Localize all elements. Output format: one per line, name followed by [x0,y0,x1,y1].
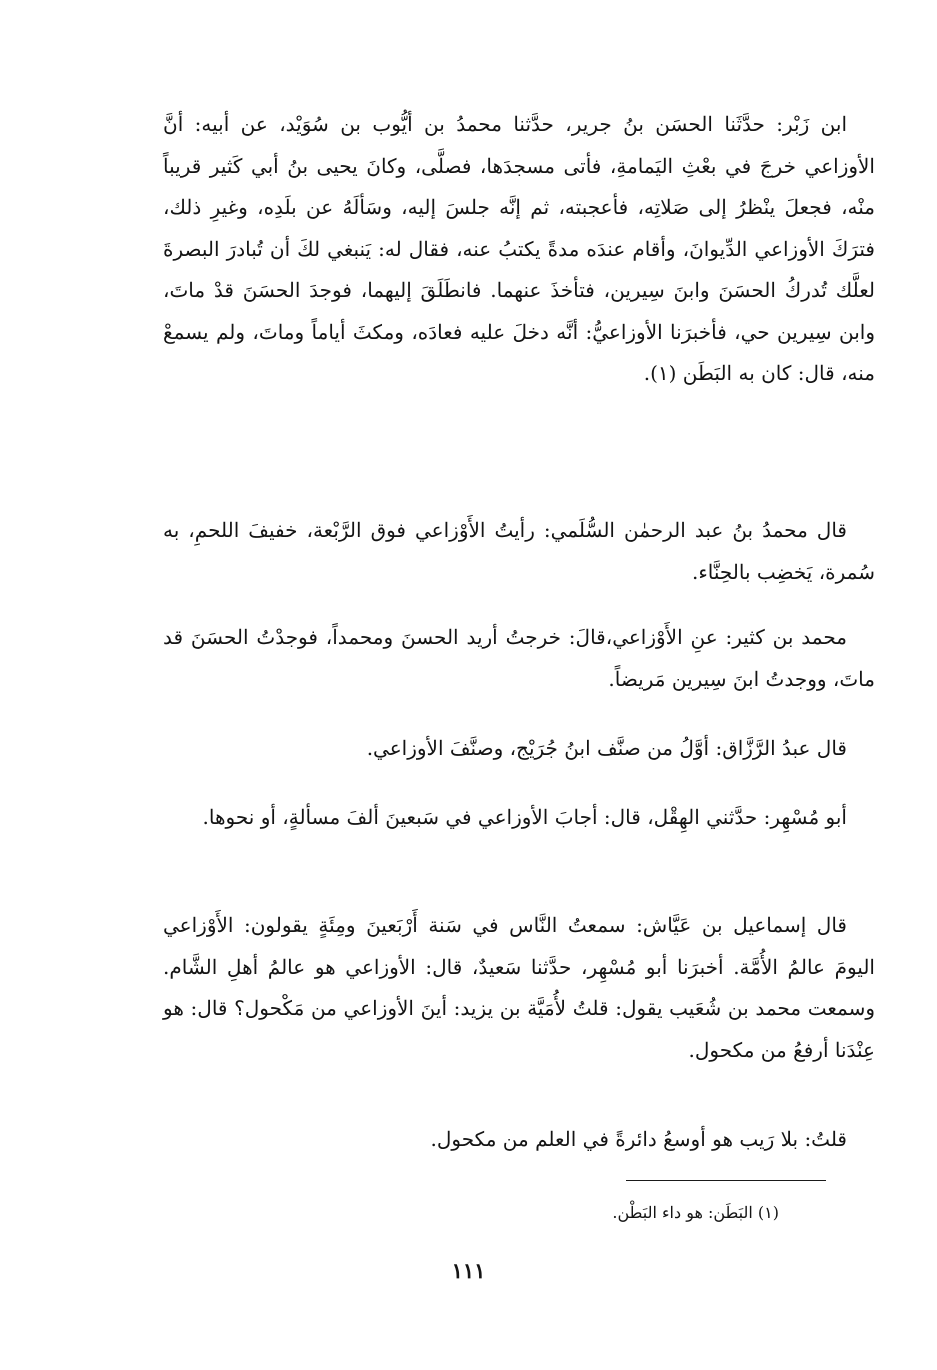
paragraph: قال عبدُ الرَّزَّاق: أوَّلُ من صنَّف ابنُ جُرَيْج، وصنَّفَ الأوزاعي. [366,736,847,760]
paragraph: قال محمدُ بنُ عبد الرحمٰن السُّلَمي: رأيتُ الأَوْزاعي فوق الرَّبْعة، خفيفَ اللحمِ، به سُمرة، يَخضِب بالحِنَّاء. [163,518,875,584]
paragraph: ابن زَبْر: حدَّثَنا الحسَن بنُ جرير، حدَّثنا محمدُ بن أيُّوب بن سُوَيْد، عن أبيه: أنَّ الأوزاعي خرجَ في بعْثِ اليَمامةِ، فأتى مسجدَها، فصلَّى، وكانَ يحيى بنُ أبي كَثير قريباً منْه، فجعلَ ينْظرُ إلى صَلاتِه، فأعجبته، ثم إنَّه جلسَ إليه، وسَألَهُ عن بلَدِه، وغيرِ ذلك، فترَكَ الأوزاعي الدِّيوانَ، وأقام عندَه مدةً يكتبُ عنه، فقال له: يَنبغي لكَ أن تُبادرَ البصرةَ لعلَّك تُدركُ الحسَنَ وابنَ سِيرين، فتأخذَ عنهما. فانطَلَقَ إليهما، فوجدَ الحسَنَ قدْ ماتَ، وابن سِيرين حي، فأخبرَنا الأوزاعيُّ: أنَّه دخلَ عليه فعادَه، ومكثَ أياماً وماتَ، ولم يسمعْ منه، قال: كان به البَطَن (١). [163,112,875,385]
page-number: ١١١ [451,1258,486,1283]
paragraph: محمد بن كثير: عنِ الأَوْزاعي،قالَ: خرجتُ أريد الحسنَ ومحمداً، فوجدْتُ الحسَنَ قد ماتَ، ووجدتُ ابنَ سِيرين مَريضاً. [163,625,875,691]
paragraph: أبو مُسْهِر: حدَّثني الهِقْل، قال: أجابَ الأوزاعي في سَبعينَ ألفَ مسألةٍ، أو نحوها. [202,805,847,829]
paragraph: قلتُ: بلا رَيب هو أوسعُ دائرةً في العلم من مكحول. [430,1127,847,1151]
footnote-separator [626,1180,826,1181]
paragraph: قال إسماعيل بن عَيَّاش: سمعتُ النَّاس في سَنة أَرْبَعينَ ومِئَةٍ يقولون: الأَوْزاعي اليومَ عالمُ الأُمَّة. أخبرَنا أبو مُسْهِر، حدَّثنا سَعيدٌ، قال: الأوزاعي هو عالمُ أهلِ الشَّام. وسمعت محمد بن شُعَيب يقول: قلتُ لأُمَيَّة بن يزيد: أينَ الأوزاعي من مَكْحول؟ قال: هو عِنْدَنا أرفعُ من مكحول. [163,913,875,1062]
footnote: (١) البَطَن: هو داء البَطْن. [612,1203,779,1222]
